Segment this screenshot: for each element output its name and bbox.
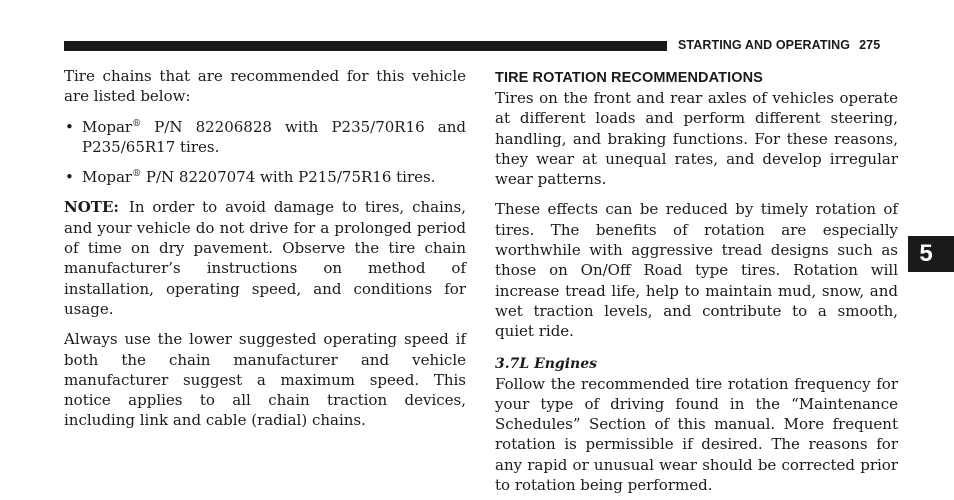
rotation-paragraph-3: Follow the recommended tire rotation frequency for your type of driving found in the “Maintenance Schedules” Section of this manual. More frequent rotation is permissible if desired. The reasons for any rapid or unusual wear should be corrected prior to rotation being performed. <box>495 374 898 495</box>
list-item <box>64 117 466 158</box>
brand-name: Mopar <box>82 117 133 136</box>
bullet-icon: • <box>65 117 74 136</box>
tire-chain-list <box>64 117 466 188</box>
note-text: In order to avoid damage to tires, chains, and your vehicle do not drive for a prolonged period of time on dry pavement. Observe the tire chain manufacturer’s instructions on method of installation, operating speed, and conditions for usage. <box>64 198 466 318</box>
list-item-text: P/N 82207074 with P215/75R16 tires. <box>141 168 436 187</box>
header-rule <box>64 41 667 51</box>
chapter-tab: 5 <box>908 236 954 272</box>
operating-speed-paragraph: Always use the lower suggested operating speed if both the chain manufacturer and vehicle manufacturer suggest a maximum speed. This notice applies to all chain traction devices, including link and cable (radial) chains. <box>64 330 466 430</box>
rotation-paragraph-2: These effects can be reduced by timely rotation of tires. The benefits of rotation are especially worthwhile with aggressive tread designs such as those on On/Off Road type tires. Rotation will increase tread life, help to maintain mud, snow, and wet traction levels, and contribute to a smooth, quiet ride. <box>495 200 898 341</box>
section-heading: TIRE ROTATION RECOMMENDATIONS <box>495 70 763 86</box>
left-column <box>64 66 466 441</box>
intro-paragraph: Tire chains that are recommended for this vehicle are listed below: <box>64 67 466 106</box>
list-item-text: P/N 82206828 with P235/70R16 and P235/65R17 tires. <box>82 117 466 156</box>
registered-mark: ® <box>132 169 142 180</box>
bullet-icon: • <box>65 168 74 187</box>
note-label: NOTE: <box>64 198 119 217</box>
engine-subheading: 3.7L Engines <box>495 355 597 372</box>
note-paragraph <box>64 197 466 319</box>
registered-mark: ® <box>132 118 142 129</box>
section-title: STARTING AND OPERATING <box>678 38 851 52</box>
brand-name: Mopar <box>82 168 133 187</box>
right-column <box>495 66 898 495</box>
page-header <box>678 38 880 52</box>
rotation-paragraph-1: Tires on the front and rear axles of vehicles operate at different loads and perform different steering, handling, and braking functions. For these reasons, they wear at unequal rates, and develop irregular wear patterns. <box>495 89 898 189</box>
page-number: 275 <box>859 38 881 52</box>
list-item <box>64 167 466 187</box>
